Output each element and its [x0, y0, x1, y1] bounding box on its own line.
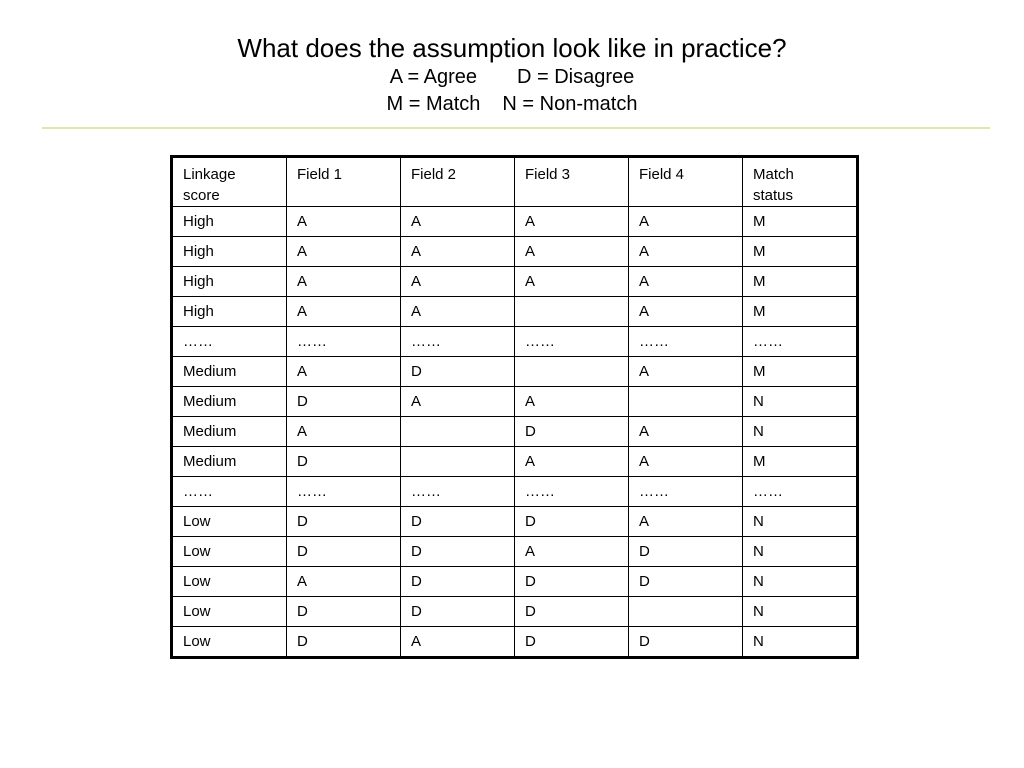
cell-match-status: N — [743, 567, 858, 597]
cell-field-4: A — [629, 447, 743, 477]
cell-linkage-score: Medium — [172, 417, 287, 447]
cell-field-4: A — [629, 357, 743, 387]
cell-field-3: A — [515, 387, 629, 417]
cell-linkage-score: Low — [172, 627, 287, 658]
cell-match-status: M — [743, 447, 858, 477]
cell-field-1: A — [287, 237, 401, 267]
table-container — [170, 155, 859, 659]
cell-field-2: D — [401, 507, 515, 537]
cell-field-1: A — [287, 567, 401, 597]
cell-field-1: D — [287, 537, 401, 567]
cell-field-3: D — [515, 567, 629, 597]
cell-linkage-score: …… — [172, 477, 287, 507]
cell-field-1: D — [287, 507, 401, 537]
cell-linkage-score: High — [172, 267, 287, 297]
cell-field-1: A — [287, 207, 401, 237]
cell-field-3: …… — [515, 327, 629, 357]
cell-field-3 — [515, 297, 629, 327]
cell-match-status: M — [743, 207, 858, 237]
cell-match-status: N — [743, 627, 858, 658]
table-row — [172, 477, 858, 507]
cell-field-2: D — [401, 357, 515, 387]
legend-disagree: D = Disagree — [517, 66, 635, 88]
cell-linkage-score: High — [172, 297, 287, 327]
header-field-2 — [401, 157, 515, 207]
cell-linkage-score: Medium — [172, 357, 287, 387]
cell-field-1: D — [287, 597, 401, 627]
cell-field-1: A — [287, 417, 401, 447]
cell-linkage-score: Low — [172, 537, 287, 567]
cell-field-4: A — [629, 417, 743, 447]
cell-match-status: M — [743, 357, 858, 387]
legend-line-agree — [0, 64, 1024, 91]
table-row — [172, 597, 858, 627]
legend-line-match — [0, 91, 1024, 118]
table-row — [172, 237, 858, 267]
legend-match: M = Match — [386, 93, 481, 115]
cell-field-4: D — [629, 567, 743, 597]
cell-linkage-score: Low — [172, 597, 287, 627]
cell-linkage-score: …… — [172, 327, 287, 357]
cell-match-status: M — [743, 297, 858, 327]
cell-linkage-score: High — [172, 237, 287, 267]
cell-field-4: D — [629, 537, 743, 567]
cell-field-1: A — [287, 357, 401, 387]
table-row — [172, 537, 858, 567]
cell-field-3: D — [515, 597, 629, 627]
cell-field-3: A — [515, 237, 629, 267]
cell-field-1: D — [287, 447, 401, 477]
cell-match-status: N — [743, 507, 858, 537]
cell-field-3: D — [515, 417, 629, 447]
header-field-3 — [515, 157, 629, 207]
cell-field-3: …… — [515, 477, 629, 507]
cell-field-3: D — [515, 507, 629, 537]
cell-field-3: D — [515, 627, 629, 658]
cell-match-status: M — [743, 267, 858, 297]
cell-field-4: …… — [629, 477, 743, 507]
cell-field-2: D — [401, 537, 515, 567]
cell-field-2 — [401, 447, 515, 477]
cell-field-2: …… — [401, 327, 515, 357]
cell-field-4: D — [629, 627, 743, 658]
table-row — [172, 327, 858, 357]
cell-linkage-score: High — [172, 207, 287, 237]
cell-field-1: A — [287, 267, 401, 297]
cell-match-status: N — [743, 537, 858, 567]
header-row — [172, 157, 858, 207]
cell-field-2: A — [401, 387, 515, 417]
cell-field-1: D — [287, 627, 401, 658]
cell-field-2: A — [401, 237, 515, 267]
header-text: Match — [753, 166, 794, 183]
header-text: Field 2 — [411, 166, 457, 183]
table-row — [172, 507, 858, 537]
cell-linkage-score: Low — [172, 567, 287, 597]
cell-match-status: …… — [743, 327, 858, 357]
cell-field-2: A — [401, 627, 515, 658]
header-text: Field 4 — [639, 166, 685, 183]
cell-match-status: …… — [743, 477, 858, 507]
cell-match-status: M — [743, 237, 858, 267]
header-field-4 — [629, 157, 743, 207]
header-linkage-score — [172, 157, 287, 207]
table-body — [172, 207, 858, 658]
cell-field-1: A — [287, 297, 401, 327]
cell-match-status: N — [743, 387, 858, 417]
cell-match-status: N — [743, 417, 858, 447]
header-match-status — [743, 157, 858, 207]
table-row — [172, 417, 858, 447]
table-row — [172, 297, 858, 327]
cell-field-1: D — [287, 387, 401, 417]
cell-field-4: A — [629, 207, 743, 237]
cell-field-2: A — [401, 207, 515, 237]
cell-field-4: A — [629, 237, 743, 267]
cell-field-2: D — [401, 567, 515, 597]
legend-non-match: N = Non-match — [502, 93, 638, 115]
cell-field-3: A — [515, 267, 629, 297]
cell-field-3: A — [515, 207, 629, 237]
cell-field-4: A — [629, 267, 743, 297]
table-row — [172, 207, 858, 237]
cell-match-status: N — [743, 597, 858, 627]
linkage-table — [170, 155, 859, 659]
cell-linkage-score: Medium — [172, 387, 287, 417]
header-field-1 — [287, 157, 401, 207]
title-main: What does the assumption look like in practice? — [237, 33, 787, 63]
table-row — [172, 567, 858, 597]
cell-field-2: …… — [401, 477, 515, 507]
cell-field-1: …… — [287, 327, 401, 357]
header-text: Linkage — [183, 166, 236, 183]
header-text: Field 3 — [525, 166, 571, 183]
cell-field-4: A — [629, 507, 743, 537]
cell-field-1: …… — [287, 477, 401, 507]
cell-field-4: A — [629, 297, 743, 327]
cell-field-3 — [515, 357, 629, 387]
title-divider — [42, 127, 990, 129]
table-row — [172, 267, 858, 297]
table-row — [172, 387, 858, 417]
cell-field-4: …… — [629, 327, 743, 357]
table-row — [172, 447, 858, 477]
header-text: status — [753, 187, 794, 204]
cell-field-3: A — [515, 447, 629, 477]
header-text: score — [183, 187, 220, 204]
cell-field-4 — [629, 597, 743, 627]
cell-field-2: A — [401, 267, 515, 297]
cell-field-2: D — [401, 597, 515, 627]
cell-field-2: A — [401, 297, 515, 327]
header-text: Field 1 — [297, 166, 343, 183]
cell-field-3: A — [515, 537, 629, 567]
slide-title — [0, 32, 1024, 118]
cell-linkage-score: Medium — [172, 447, 287, 477]
table-row — [172, 357, 858, 387]
legend-agree: A = Agree — [389, 66, 477, 88]
cell-linkage-score: Low — [172, 507, 287, 537]
cell-field-4 — [629, 387, 743, 417]
cell-field-2 — [401, 417, 515, 447]
table-row — [172, 627, 858, 658]
